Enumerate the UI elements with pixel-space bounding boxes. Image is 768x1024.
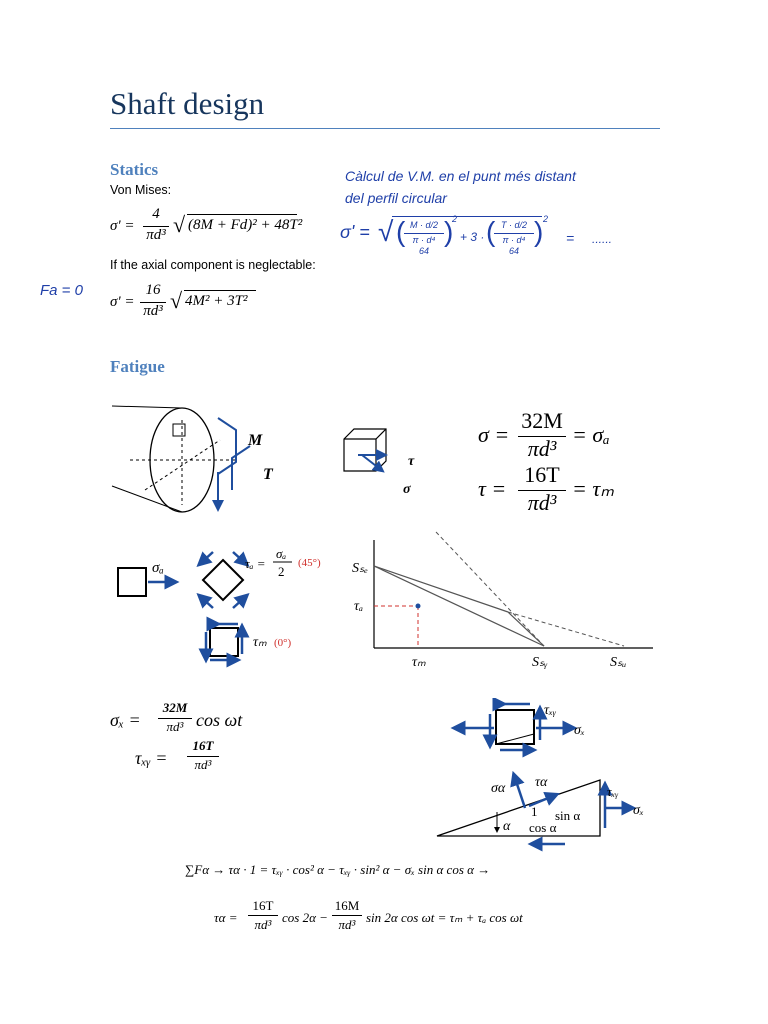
wedge-cos: cos α [529,820,557,835]
wedge-sigma-x: σₓ [633,803,644,818]
page-title: Shaft design [110,86,265,121]
wedge-diagram [435,768,660,852]
cube-sigma-label: σ [403,482,411,497]
tau-m-angle: (0°) [274,637,292,649]
wedge-one: 1 [531,804,538,819]
wedge-tau-alpha: τα [535,775,548,790]
tau-equation: τ = 16T πd³ = τₘ [478,462,614,515]
tau-xy-equation: τₓᵧ = 16T πd³ [135,738,255,778]
wedge-sin: sin α [555,808,581,823]
wedge-tau-xy: τₓᵧ [607,784,619,799]
sum-equation: ∑Fα → τα · 1 = τₓᵧ · cos² α − τₓᵧ · sin² α − σₓ sin α cos α → [185,862,491,877]
reduced-equation: σ' = 16 πd³ √ 4M² + 3T² [110,282,270,326]
stress-elements [110,540,360,670]
graph-S-sy: Sₛᵧ [532,655,548,670]
combined-stress-element [450,698,610,764]
statics-heading: Statics [110,160,159,179]
von-mises-label: Von Mises: [110,183,172,197]
handwritten-note-line2: del perfil circular [345,190,447,206]
fatigue-graph [348,530,658,678]
graph-tau-a: τₐ [354,599,364,614]
axial-label: If the axial component is neglectable: [110,258,316,272]
title-rule [110,128,660,129]
handwritten-note-line1: Càlcul de V.M. en el punt més distant [345,168,576,184]
wedge-sigma-alpha: σα [491,781,506,796]
graph-S-su: Sₛᵤ [610,655,627,670]
cube-tau-label: τ [408,454,415,469]
tau-a-eq-num: σₐ [276,546,287,561]
handwritten-fa-zero: Fa = 0 [40,282,83,299]
tau-a-eq-lhs: τₐ = [245,556,266,571]
sigma-a-label: σₐ [152,560,164,576]
fatigue-heading: Fatigue [110,357,165,376]
shaft-diagram [110,400,290,518]
graph-tau-m: τₘ [412,655,426,670]
sigma-x-equation: σₓ = 32M πd³ cos ωt [110,700,243,734]
tau-a-eq-den: 2 [278,564,285,579]
handwritten-equation: σ' = √ ( M · d/2 π · d⁴ 64 ) 2 + 3 · ( T · d/2 π · d⁴ 64 ) 2 = ...... [340,214,613,256]
elem-sigma-x: σₓ [574,723,585,738]
tau-m-label: τₘ [253,635,267,650]
cube-element [340,425,430,505]
graph-S-se: Sₛₑ [352,561,368,576]
elem-tau-xy: τₓᵧ [544,703,557,718]
torque-label: T [263,466,273,483]
moment-label: M [248,432,263,449]
tau-a-angle: (45°) [298,557,321,569]
final-equation: τα = 16T πd³ cos 2α − 16M πd³ sin 2α cos ωt = τₘ + τₐ cos ωt [214,898,523,932]
von-mises-equation: σ' = 4 πd³ √ (8M + Fd)² + 48T² [110,206,303,243]
wedge-alpha: α [503,819,511,834]
sigma-equation: σ = 32M πd³ = σₐ [478,408,610,461]
